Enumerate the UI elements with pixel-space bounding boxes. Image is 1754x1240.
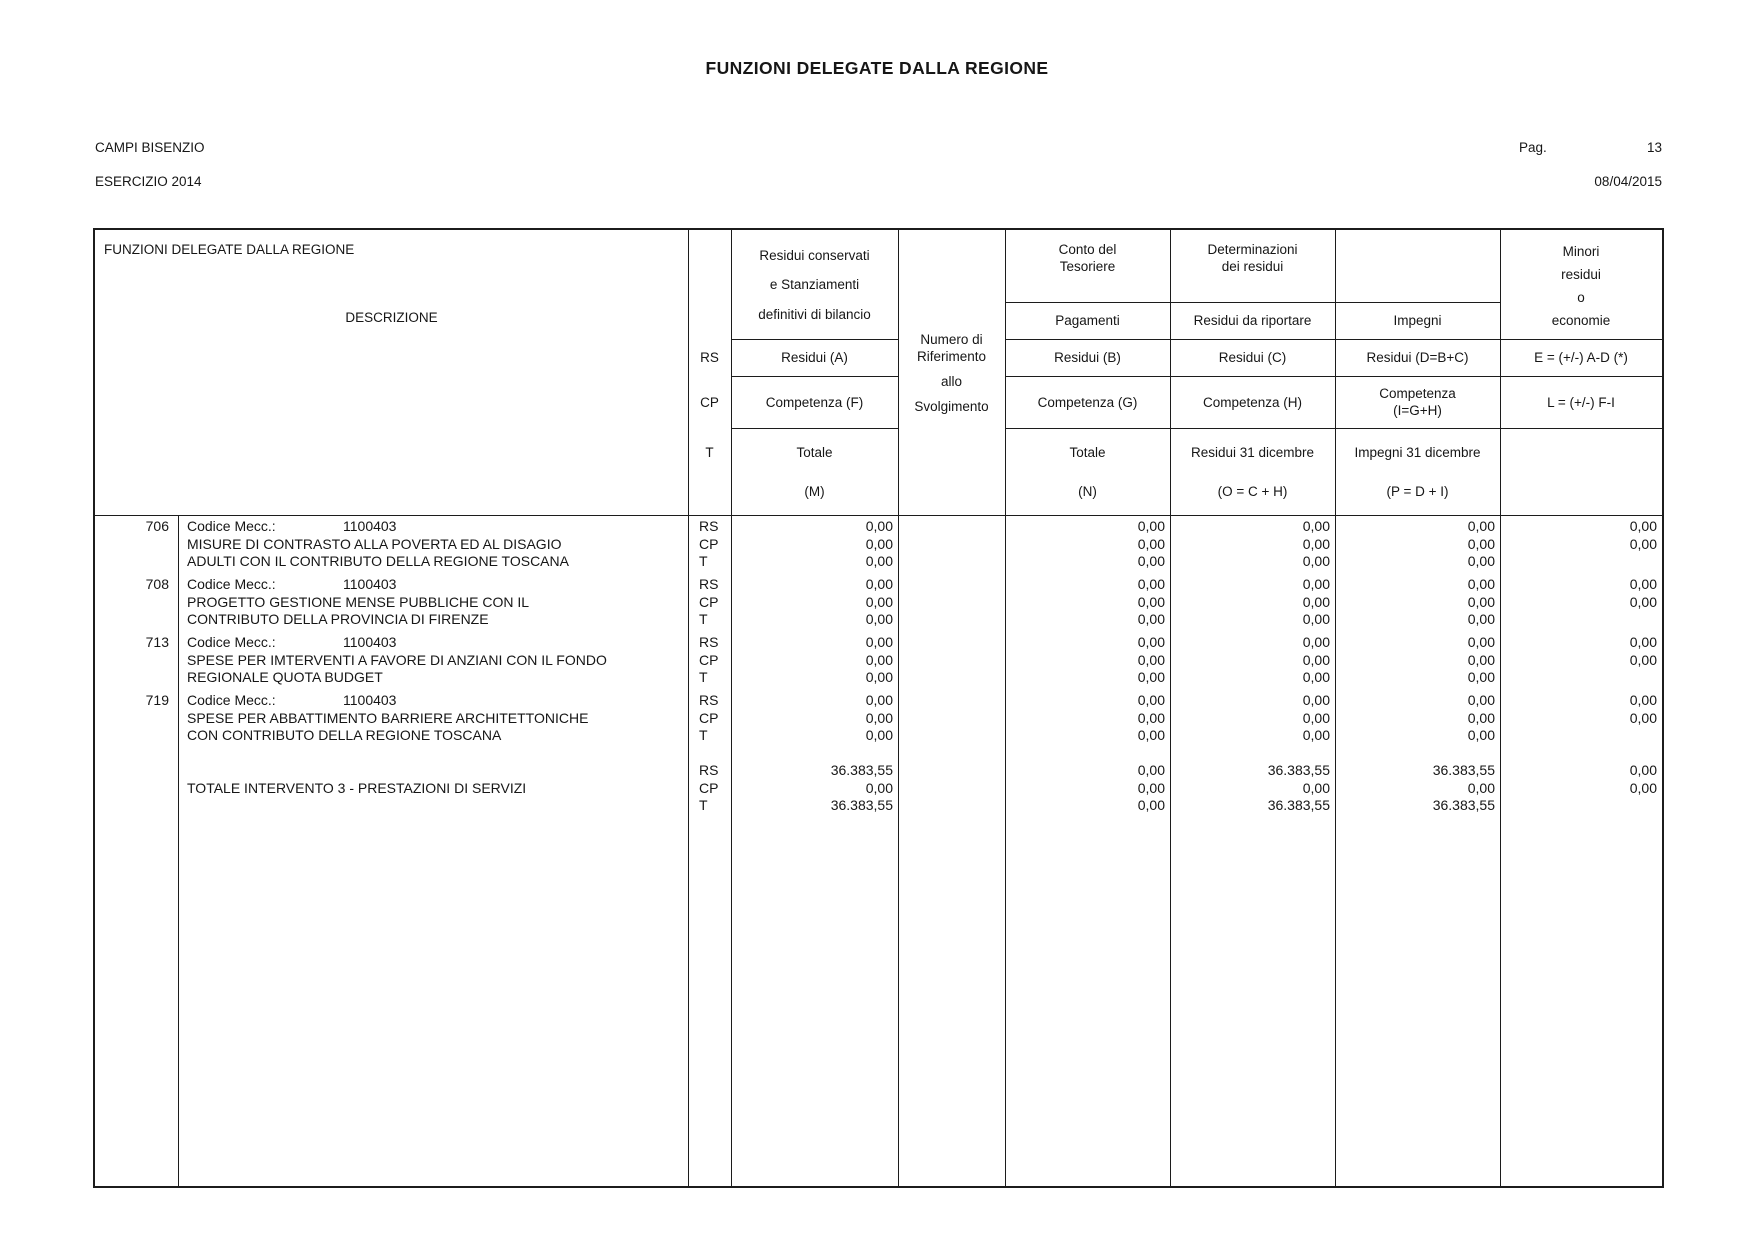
impegni-values: 0,00 0,00 0,00: [1467, 576, 1495, 627]
impegni-values: 0,00 0,00 0,00: [1467, 634, 1495, 685]
budget-table: [93, 228, 1664, 1188]
page-title: FUNZIONI DELEGATE DALLA REGIONE: [705, 58, 1049, 78]
determinazioni-values: 0,00 0,00 0,00: [1302, 576, 1330, 627]
row-rscpt-labels: RS CP T: [699, 762, 719, 813]
residui-values: 0,00 0,00 0,00: [865, 518, 893, 569]
row-description: Codice Mecc.: 1100403 SPESE PER ABBATTIMENTO BARRIERE ARCHITETTONICHE CON CONTRIBUTO DELLA REGIONE TOSCANA: [178, 692, 688, 745]
row-number: 719: [145, 692, 169, 708]
header-t-letter: T: [705, 445, 714, 460]
row-rscpt-labels: RS CP T: [699, 518, 719, 569]
col-determinazioni-group-header: Determinazioni dei residui: [1207, 242, 1298, 274]
grid-hline: [95, 515, 1662, 516]
minori-values: 0,00 0,00: [1629, 762, 1657, 796]
tesoriere-values: 0,00 0,00 0,00: [1137, 518, 1165, 569]
col-impegni-rs-header: Residui (D=B+C): [1366, 350, 1469, 365]
row-description: Codice Mecc.: 1100403 SPESE PER IMTERVENTI A FAVORE DI ANZIANI CON IL FONDO REGIONALE QUOTA BUDGET: [178, 634, 688, 687]
minori-values: 0,00 0,00: [1629, 692, 1657, 726]
exercise-label: ESERCIZIO 2014: [95, 174, 202, 189]
row-number: 708: [145, 576, 169, 592]
col-determinazioni-rs-header: Residui (C): [1218, 350, 1287, 365]
table-row: [95, 634, 1662, 687]
col-residui-t-header: Totale (M): [796, 445, 833, 499]
row-code-line: Codice Mecc.: 1100403: [187, 576, 397, 592]
total-label-cell: [178, 762, 688, 797]
residui-values: 0,00 0,00 0,00: [865, 692, 893, 743]
col-determinazioni-sub-header: Residui da riportare: [1193, 313, 1312, 328]
col-impegni-t-header: Impegni 31 dicembre (P = D + I): [1354, 445, 1481, 499]
col-impegni-cp-header: Competenza (I=G+H): [1379, 386, 1456, 418]
col-impegni-sub-header: Impegni: [1393, 313, 1442, 328]
row-code-line: Codice Mecc.: 1100403: [187, 634, 397, 650]
header-rs-letter: RS: [700, 350, 719, 365]
report-date: 08/04/2015: [1594, 174, 1662, 189]
minori-values: 0,00 0,00: [1629, 518, 1657, 552]
row-description: Codice Mecc.: 1100403 MISURE DI CONTRASTO ALLA POVERTA ED AL DISAGIO ADULTI CON IL CONTRIBUTO DELLA REGIONE TOSCANA: [178, 518, 688, 571]
impegni-values: 0,00 0,00 0,00: [1467, 518, 1495, 569]
total-row: [95, 762, 1662, 815]
page-number-value: 13: [1646, 140, 1662, 155]
col-determinazioni-t-header: Residui 31 dicembre (O = C + H): [1190, 445, 1315, 499]
determinazioni-values: 36.383,55 0,00 36.383,55: [1267, 762, 1330, 813]
impegni-values: 36.383,55 0,00 36.383,55: [1432, 762, 1495, 813]
tesoriere-values: 0,00 0,00 0,00: [1137, 762, 1165, 813]
row-code: 1100403: [343, 518, 397, 534]
total-label: TOTALE INTERVENTO 3 - PRESTAZIONI DI SERVIZI: [187, 779, 527, 796]
col-determinazioni-cp-header: Competenza (H): [1202, 394, 1303, 410]
row-code-line: Codice Mecc.: 1100403: [187, 518, 397, 534]
col-minori-cp-header: L = (+/-) F-I: [1547, 394, 1615, 410]
table-row: [95, 692, 1662, 745]
row-code: 1100403: [343, 692, 397, 708]
row-code-line: Codice Mecc.: 1100403: [187, 692, 397, 708]
row-rscpt-labels: RS CP T: [699, 692, 719, 743]
determinazioni-values: 0,00 0,00 0,00: [1302, 518, 1330, 569]
header-cp-letter: CP: [700, 394, 719, 410]
col-minori-group-header: Minori residui o economie: [1551, 243, 1611, 328]
row-number: 706: [145, 518, 169, 534]
section-title: FUNZIONI DELEGATE DALLA REGIONE: [104, 242, 355, 257]
municipality-label: CAMPI BISENZIO: [95, 140, 205, 155]
col-minori-rs-header: E = (+/-) A-D (*): [1534, 350, 1628, 365]
row-rscpt-labels: RS CP T: [699, 634, 719, 685]
col-conto-t-header: Totale (N): [1069, 445, 1106, 499]
col-conto-rs-header: Residui (B): [1054, 350, 1121, 365]
page-number-label: Pag.: [1519, 140, 1547, 155]
residui-values: 0,00 0,00 0,00: [865, 634, 893, 685]
row-number: 713: [145, 634, 169, 650]
determinazioni-values: 0,00 0,00 0,00: [1302, 634, 1330, 685]
col-conto-sub-header: Pagamenti: [1055, 313, 1120, 328]
col-residui-cp-header: Competenza (F): [765, 394, 864, 410]
tesoriere-values: 0,00 0,00 0,00: [1137, 576, 1165, 627]
tesoriere-values: 0,00 0,00 0,00: [1137, 634, 1165, 685]
determinazioni-values: 0,00 0,00 0,00: [1302, 692, 1330, 743]
col-numero-riferimento-header: Numero di Riferimento allo Svolgimento: [914, 331, 989, 414]
row-rscpt-labels: RS CP T: [699, 576, 719, 627]
minori-values: 0,00 0,00: [1629, 634, 1657, 668]
col-conto-group-header: Conto del Tesoriere: [1058, 242, 1117, 274]
residui-values: 36.383,55 0,00 36.383,55: [830, 762, 893, 813]
row-code: 1100403: [343, 576, 397, 592]
descrizione-label: DESCRIZIONE: [345, 310, 438, 325]
table-row: [95, 518, 1662, 571]
tesoriere-values: 0,00 0,00 0,00: [1137, 692, 1165, 743]
residui-values: 0,00 0,00 0,00: [865, 576, 893, 627]
row-code: 1100403: [343, 634, 397, 650]
row-description: Codice Mecc.: 1100403 PROGETTO GESTIONE MENSE PUBBLICHE CON IL CONTRIBUTO DELLA PROVINCIA DI FIRENZE: [178, 576, 688, 629]
col-residui-rs-header: Residui (A): [781, 350, 848, 365]
impegni-values: 0,00 0,00 0,00: [1467, 692, 1495, 743]
description-header-cell: [95, 230, 688, 515]
col-residui-group-header: Residui conservati e Stanziamenti definitivi di bilancio: [758, 247, 871, 322]
col-conto-cp-header: Competenza (G): [1037, 394, 1138, 410]
table-row: [95, 576, 1662, 629]
minori-values: 0,00 0,00: [1629, 576, 1657, 610]
